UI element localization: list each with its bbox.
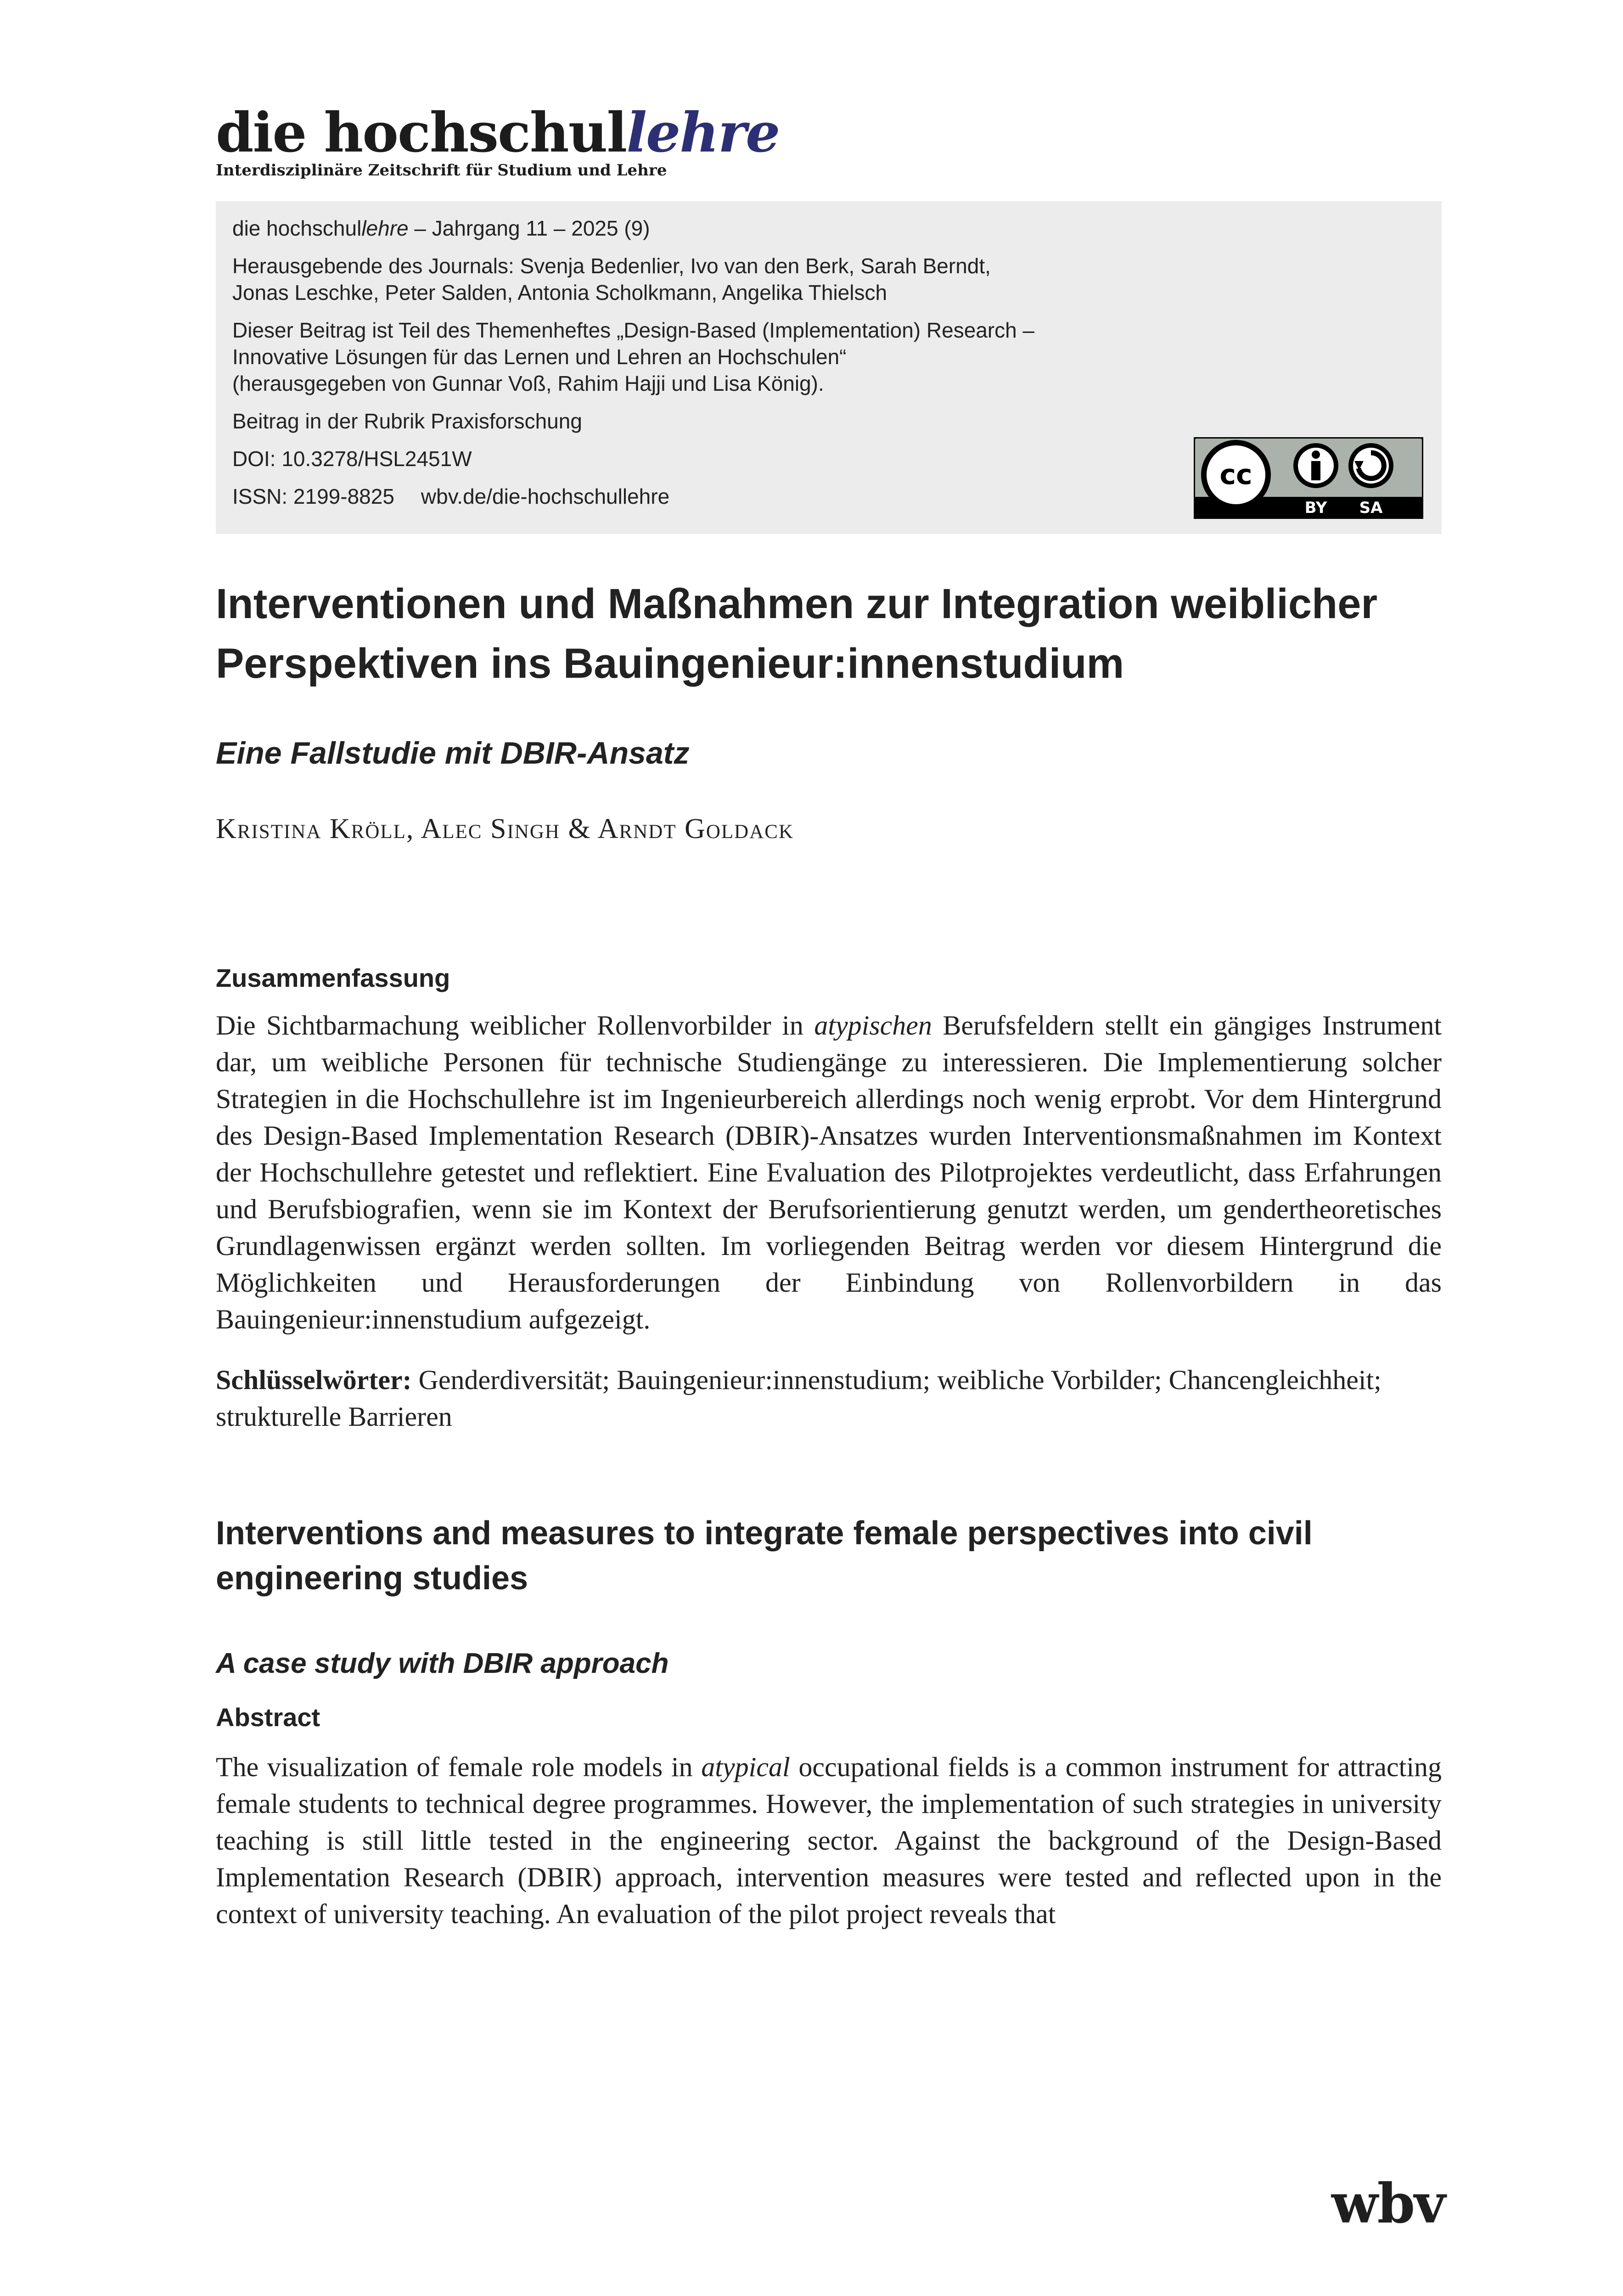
summary-text-rest: Berufsfeldern stellt ein gängiges Instrument dar, um weibliche Personen für technische Studiengänge zu interessieren. Die Implementierung solcher Strategien in die Hochschullehre ist im Ingenieurbereich allerdings noch wenig erprobt. Vor dem Hintergrund des Design-Based Implementation Research (DBIR)-Ansatzes wurden Interventionsmaßnahmen im Kontext der Hochschullehre getestet und reflektiert. Eine Evaluation des Pilotprojektes verdeutlicht, dass Erfahrungen und Berufsbiografien, wenn sie im Kontext der Berufsorientierung genutzt werden, um gendertheoretisches Grundlagenwissen ergänzt werden sollten. Im vorliegenden Beitrag werden vor diesem Hintergrund die Möglichkeiten und Herausforderungen der Einbindung von Rollenvorbildern in das Bauingenieur:innenstudium aufgezeigt. <box>216 1010 1442 1334</box>
journal-logo-name <box>216 101 780 164</box>
issue-line-2: Innovative Lösungen für das Lernen und Lehren an Hochschulen“ <box>232 345 847 369</box>
abstract-paragraph <box>216 1749 1442 1932</box>
editors-line-2: Jonas Leschke, Peter Salden, Antonia Scholkmann, Angelika Thielsch <box>232 281 887 304</box>
keywords-list: Genderdiversität; Bauingenieur:innenstudium; weibliche Vorbilder; Chancengleichheit; strukturelle Barrieren <box>216 1365 1382 1432</box>
journal-info-lines <box>232 215 1034 510</box>
journal-logo-name-plain: die hochschul <box>216 101 627 164</box>
issue-line-3: (herausgegeben von Gunnar Voß, Rahim Hajji und Lisa König). <box>232 371 824 395</box>
journal-url-link[interactable]: wbv.de/die-hochschullehre <box>421 484 670 508</box>
cc-by-sa-license-badge[interactable] <box>1194 437 1423 519</box>
summary-text-start: Die Sichtbarmachung weiblicher Rollenvorbilder in <box>216 1010 814 1041</box>
journal-volume-text: – Jahrgang 11 – 2025 (9) <box>408 216 650 240</box>
journal-logo <box>216 101 780 180</box>
abstract-italic-word: atypical <box>701 1752 790 1782</box>
abstract-text-start: The visualization of female role models in <box>216 1752 702 1782</box>
doi-line[interactable]: DOI: 10.3278/HSL2451W <box>232 447 472 471</box>
publisher-logo: wbv <box>1331 2172 1445 2235</box>
article-subtitle: Eine Fallstudie mit DBIR-Ansatz <box>216 736 690 771</box>
english-title: Interventions and measures to integrate female perspectives into civil engineering studies <box>216 1515 1313 1597</box>
summary-paragraph <box>216 1007 1442 1338</box>
abstract-text-rest: occupational fields is a common instrument for attracting female students to technical degree programmes. However, the implementation of such strategies in university teaching is still little tested in the engineering sector. Against the background of the Design-Based Implementation Research (DBIR) approach, intervention measures were tested and reflected upon in the context of university teaching. An evaluation of the pilot project reveals that <box>216 1752 1442 1929</box>
journal-logo-name-italic: lehre <box>626 101 780 164</box>
editors-line-1: Herausgebende des Journals: Svenja Bedenlier, Ivo van den Berk, Sarah Berndt, <box>232 254 991 278</box>
article-title: Interventionen und Maßnahmen zur Integration weiblicher Perspektiven ins Bauingenieur:innenstudium <box>216 580 1378 687</box>
issn-line <box>232 483 1034 510</box>
journal-volume-italic: lehre <box>361 216 409 240</box>
cc-icon-text: cc <box>1219 459 1252 491</box>
abstract-heading: Abstract <box>216 1703 320 1732</box>
keywords-block <box>216 1362 1442 1435</box>
section-line: Beitrag in der Rubrik Praxisforschung <box>232 409 582 433</box>
journal-volume-line <box>232 215 1034 242</box>
attribution-head <box>1312 450 1320 459</box>
issn-text: ISSN: 2199-8825 <box>232 484 394 508</box>
keywords-label: Schlüsselwörter: <box>216 1365 412 1395</box>
attribution-body <box>1311 461 1320 480</box>
sa-label: SA <box>1359 499 1383 517</box>
by-label: BY <box>1304 499 1327 517</box>
journal-logo-tagline: Interdisziplinäre Zeitschrift für Studium und Lehre <box>216 161 667 180</box>
summary-heading: Zusammenfassung <box>216 963 450 992</box>
journal-volume-prefix: die hochschul <box>232 216 362 240</box>
issue-line-1: Dieser Beitrag ist Teil des Themenheftes „Design-Based (Implementation) Research – <box>232 318 1035 342</box>
english-subtitle: A case study with DBIR approach <box>216 1648 669 1679</box>
article-authors: Kristina Kröll, Alec Singh & Arndt Goldack <box>216 813 794 844</box>
summary-italic-word: atypischen <box>814 1010 932 1041</box>
